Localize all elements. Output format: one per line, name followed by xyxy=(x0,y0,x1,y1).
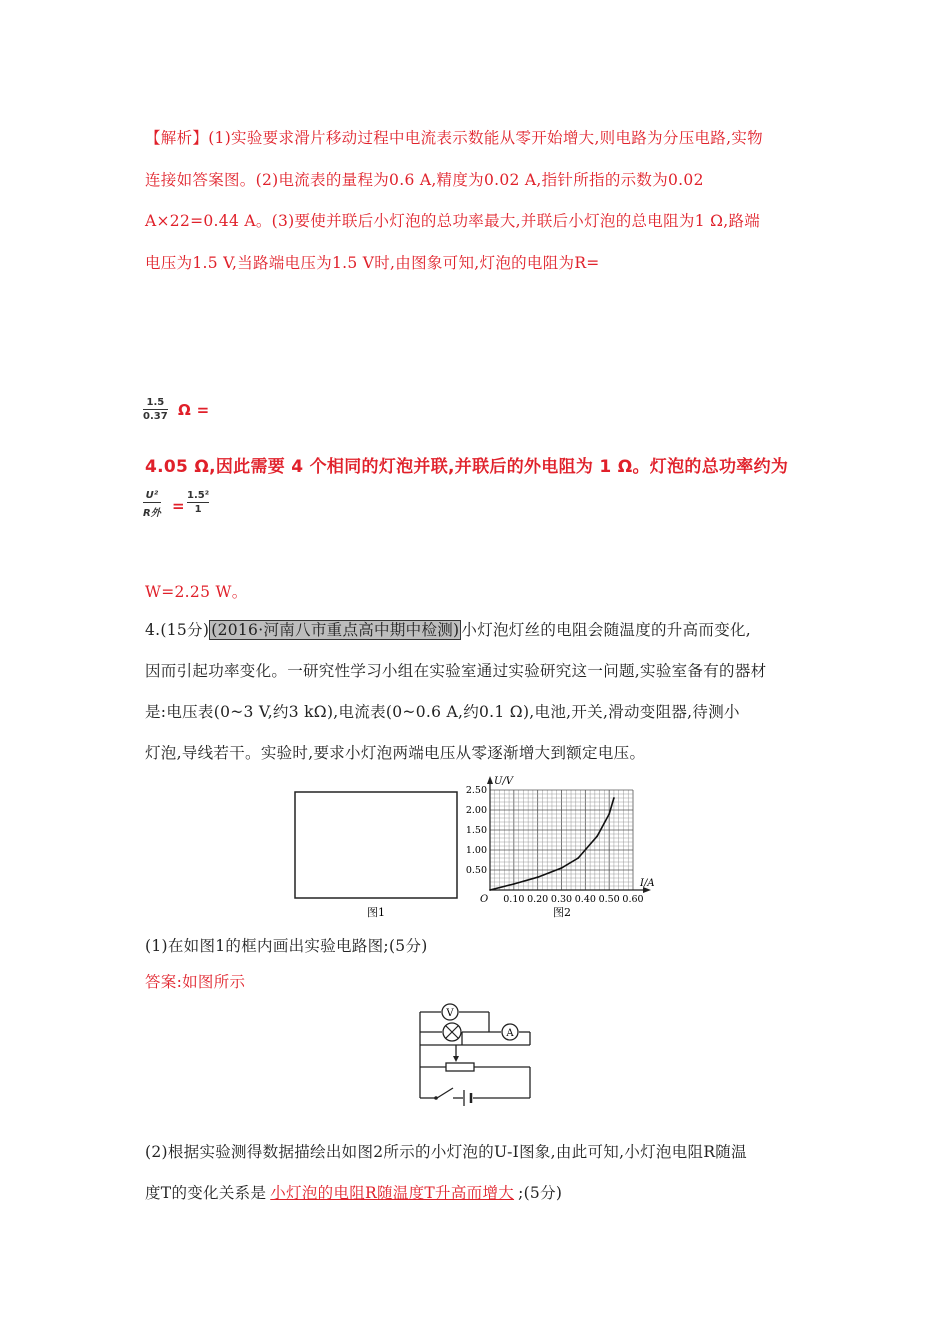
x-tick-label: 0.40 xyxy=(574,894,596,905)
x-tick-label: 0.10 xyxy=(503,894,525,905)
x-tick-label: 0.50 xyxy=(598,894,620,905)
figures xyxy=(0,770,950,950)
sub1-answer: 答案:如图所示 xyxy=(145,973,246,991)
sub2-line-2: 度T的变化关系是 小灯泡的电阻R随温度T升高而增大 ;(5分) xyxy=(145,1184,563,1202)
fraction-resistance: 1.5 0.37 xyxy=(143,397,168,422)
data-point xyxy=(561,867,563,869)
fraction-equals: = xyxy=(172,497,185,515)
analysis-line-4: 电压为1.5 V,当路端电压为1.5 V时,由图象可知,灯泡的电阻为R= xyxy=(145,254,600,272)
question-source-tag: (2016·河南八市重点高中期中检测) xyxy=(211,621,460,639)
fraction-value: 1.5² 1 xyxy=(187,490,210,515)
analysis-line-6: W=2.25 W。 xyxy=(145,583,248,601)
x-tick-label: 0.60 xyxy=(622,894,644,905)
analysis-line-5: 4.05 Ω,因此需要 4 个相同的灯泡并联,并联后的外电阻为 1 Ω。灯泡的总功率约为 xyxy=(145,457,789,477)
data-point xyxy=(537,876,539,878)
sub1-text: (1)在如图1的框内画出实验电路图;(5分) xyxy=(145,937,428,955)
question-line-1: 4.(15分) (2016·河南八市重点高中期中检测) 小灯泡灯丝的电阻会随温度的升高而变化, xyxy=(145,621,752,639)
analysis-line-2: 连接如答案图。(2)电流表的量程为0.6 A,精度为0.02 A,指针所指的示数为0.02 xyxy=(145,171,704,189)
question-number: 4.(15分) xyxy=(145,621,210,639)
battery-icon xyxy=(464,1090,471,1106)
analysis-label: 【解析】 xyxy=(145,129,209,147)
analysis-line-3: A×22=0.44 A。(3)要使并联后小灯泡的总功率最大,并联后小灯泡的总电阻为1 Ω,路端 xyxy=(145,212,761,230)
sub2-answer-blank: 小灯泡的电阻R随温度T升高而增大 xyxy=(270,1184,515,1202)
data-point xyxy=(608,813,610,815)
slider-arrow-icon xyxy=(453,1056,459,1062)
fig1-box xyxy=(295,792,457,898)
fig2-x-ticks xyxy=(503,894,643,905)
x-tick-label: 0.30 xyxy=(550,894,573,905)
data-point xyxy=(596,835,598,837)
fraction-tail: Ω = xyxy=(178,401,210,419)
data-point xyxy=(577,857,579,859)
ammeter-label: A xyxy=(506,1028,514,1039)
analysis-line-1: 【解析】(1)实验要求滑片移动过程中电流表示数能从零开始增大,则电路为分压电路,实物 xyxy=(145,129,763,147)
y-tick-label: 1.50 xyxy=(465,825,487,836)
fig1-caption: 图1 xyxy=(367,906,385,919)
data-point xyxy=(513,883,515,885)
x-tick-label: 0.20 xyxy=(527,894,549,905)
question-line-4: 灯泡,导线若干。实验时,要求小灯泡两端电压从零逐渐增大到额定电压。 xyxy=(145,744,646,762)
y-tick-label: 2.50 xyxy=(465,785,487,796)
rheostat-icon xyxy=(446,1063,474,1071)
fig2-y-ticks xyxy=(466,785,487,876)
data-point xyxy=(489,889,491,891)
sub2-line-1: (2)根据实验测得数据描绘出如图2所示的小灯泡的U-I图象,由此可知,小灯泡电阻R随温 xyxy=(145,1143,747,1161)
question-line-3: 是:电压表(0~3 V,约3 kΩ),电流表(0~0.6 A,约0.1 Ω),电池,开关,滑动变阻器,待测小 xyxy=(145,703,740,721)
voltmeter-label: V xyxy=(446,1008,454,1019)
switch-icon xyxy=(434,1096,438,1100)
fraction-power: U² R外 xyxy=(143,490,161,519)
y-tick-label: 2.00 xyxy=(465,805,487,816)
fig2-caption: 图2 xyxy=(553,906,571,919)
data-point xyxy=(613,797,615,799)
y-tick-label: 1.00 xyxy=(465,845,487,856)
circuit-diagram xyxy=(405,1000,605,1110)
fig2-y-label: U/V xyxy=(494,776,514,787)
y-arrow-icon xyxy=(487,776,493,784)
question-line-2: 因而引起功率变化。一研究性学习小组在实验室通过实验研究这一问题,实验室备有的器材 xyxy=(145,662,767,680)
y-tick-label: 0.50 xyxy=(465,865,487,876)
fig2-origin: O xyxy=(480,894,489,905)
fig2-x-label: I/A xyxy=(640,878,655,889)
